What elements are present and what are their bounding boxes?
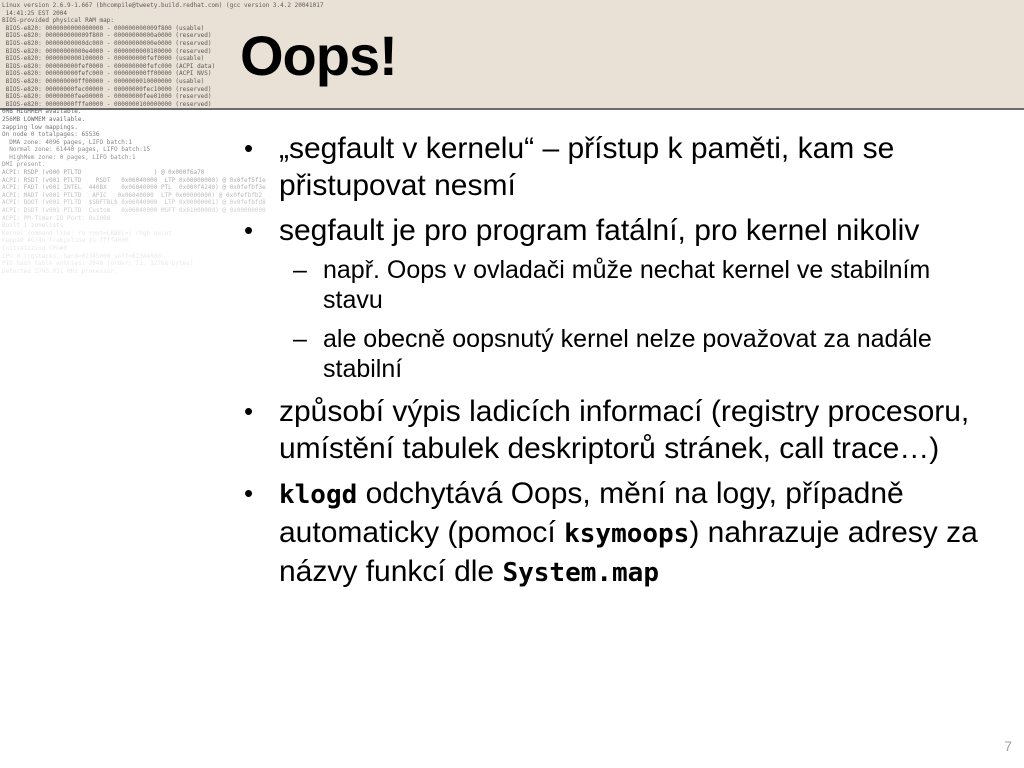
- boot-log-line: ACPI: DSDT (v001 PTLTD Custom 0x06040000 MSFT 0x0100000d) @ 0x00000000: [2, 207, 266, 215]
- boot-log-line: ACPI: PM-Timer IO Port: 0x1008: [2, 214, 111, 222]
- boot-log-line: DMA zone: 4096 pages, LIFO batch:1: [2, 138, 133, 146]
- boot-log-line: mapped 4G/4G trampoline to ffff4000.: [2, 237, 133, 245]
- code-system-map: System.map: [502, 558, 659, 588]
- boot-log-line: PID hash table entries: 2048 (order: 11, 32768 bytes): [2, 260, 194, 268]
- boot-log-line: Linux version 2.6.9-1.667 (bhcompile@tweety.build.redhat.com) (gcc version 3.4.2 20041017: [2, 2, 324, 9]
- boot-log-line: BIOS-e820: 00000000fee00000 - 00000000fee01000 (reserved): [2, 93, 212, 101]
- bullet-text: „segfault v kernelu“ – přístup k paměti, kam se přistupovat nesmí: [279, 132, 895, 202]
- boot-log-line: On node 0 totalpages: 65536: [2, 131, 100, 139]
- sub-bullet-text: ale obecně oopsnutý kernel nelze považovat za nadále stabilní: [323, 325, 932, 383]
- boot-log-line: BIOS-e820: 000000000fef0000 - 000000000fefc000 (ACPI data): [2, 62, 216, 70]
- sub-bullet-item: [279, 324, 984, 384]
- sub-bullet-list: [279, 255, 984, 384]
- boot-log-line: BIOS-e820: 000000000009f800 - 00000000000a0000 (reserved): [2, 32, 212, 40]
- boot-log-line: 14:41:25 EST 2004: [2, 9, 68, 17]
- boot-log-line: BIOS-e820: 0000000000000000 - 000000000009f800 (usable): [2, 24, 205, 32]
- bullet-glyph: •: [244, 396, 254, 426]
- boot-log-line: HighMem zone: 0 pages, LIFO batch:1: [2, 153, 136, 161]
- boot-log-line: Normal zone: 61440 pages, LIFO batch:15: [2, 146, 151, 154]
- boot-log-line: ACPI: RSDP (v000 PTLTD ) @ 0x000f6a70: [2, 169, 205, 177]
- sub-bullet-item: [279, 255, 984, 315]
- boot-log-line: ACPI: MADT (v001 PTLTD APIC 0x06040000 LTP 0x00000000) @ 0x0fefbfb2: [2, 191, 263, 199]
- boot-log-line: 256MB LOWMEM available.: [2, 115, 86, 123]
- bullet-list: [244, 130, 984, 592]
- boot-log-line: ACPI: RSDT (v001 PTLTD RSDT 0x06040000 LTP 0x00000000) @ 0x0fef5f1e: [2, 176, 266, 184]
- boot-log-line: BIOS-e820: 00000000fffe0000 - 0000000100000000 (reserved): [2, 100, 212, 108]
- bullet-text: způsobí výpis ladicích informací (registry procesoru, umístění tabulek deskriptorů stránek, call trace…): [279, 395, 970, 465]
- bullet-text: segfault je pro program fatální, pro kernel nikoliv: [279, 214, 920, 247]
- boot-log-line: DMI present.: [2, 161, 46, 169]
- boot-log-line: 0MB HIGHMEM available.: [2, 108, 82, 116]
- code-ksymoops: ksymoops: [564, 519, 690, 549]
- slide-content: [244, 130, 984, 600]
- boot-log-line: BIOS-e820: 000000000fefc000 - 000000000ff00000 (ACPI NVS): [2, 70, 212, 78]
- bullet-glyph: •: [244, 215, 254, 245]
- boot-log-line: Kernel command line: ro root=LABEL=/ rhgb quiet: [2, 229, 172, 237]
- boot-log-line: Built 1 zonelists: [2, 222, 64, 230]
- boot-log-line: BIOS-e820: 00000000000e4000 - 0000000000100000 (reserved): [2, 47, 212, 55]
- bullet-item: [244, 212, 984, 384]
- code-klogd: klogd: [279, 480, 358, 510]
- boot-log-line: zapping low mappings.: [2, 123, 78, 131]
- sub-bullet-text: např. Oops v ovladači může nechat kernel ve stabilním stavu: [323, 256, 931, 314]
- boot-log-line: BIOS-e820: 0000000000100000 - 000000000fef0000 (usable): [2, 55, 205, 63]
- bullet-item: [244, 393, 984, 467]
- boot-log-line: BIOS-e820: 00000000fec00000 - 00000000fec10000 (reserved): [2, 85, 212, 93]
- dash-glyph: –: [293, 256, 307, 284]
- bullet-glyph: •: [244, 133, 254, 163]
- bullet-text: ) nahrazuje adresy za názvy funkcí dle: [279, 516, 978, 588]
- boot-log-line: Initializing CPU#0: [2, 245, 68, 252]
- bullet-glyph: •: [244, 478, 254, 508]
- bullet-text: odchytává Oops, mění na logy, případně automaticky (pomocí: [279, 477, 904, 549]
- page-number: 7: [1004, 738, 1012, 754]
- boot-log-line: Detected 2793.031 MHz processor.: [2, 267, 118, 275]
- boot-log-line: ACPI: BOOT (v001 PTLTD $SBFTBL$ 0x06040000 LTP 0x00000001) @ 0x0fefbfd8: [2, 199, 266, 207]
- boot-log-line: CPU 0 irqstacks, hard=02345000 soft=02344000: [2, 252, 161, 260]
- slide-title: Oops!: [240, 24, 397, 87]
- boot-log-line: BIOS-e820: 000000000ff00000 - 0000000010000000 (usable): [2, 77, 205, 85]
- boot-log-line: BIOS-e820: 00000000000dc000 - 00000000000e0000 (reserved): [2, 39, 212, 47]
- boot-log-line: ACPI: FADT (v001 INTEL 440BX 0x06040000 PTL 0x000f4240) @ 0x0fefbf3e: [2, 184, 266, 192]
- bullet-item: [244, 475, 984, 592]
- bullet-item: [244, 130, 984, 204]
- boot-log-line: BIOS-provided physical RAM map:: [2, 17, 114, 25]
- dash-glyph: –: [293, 325, 307, 353]
